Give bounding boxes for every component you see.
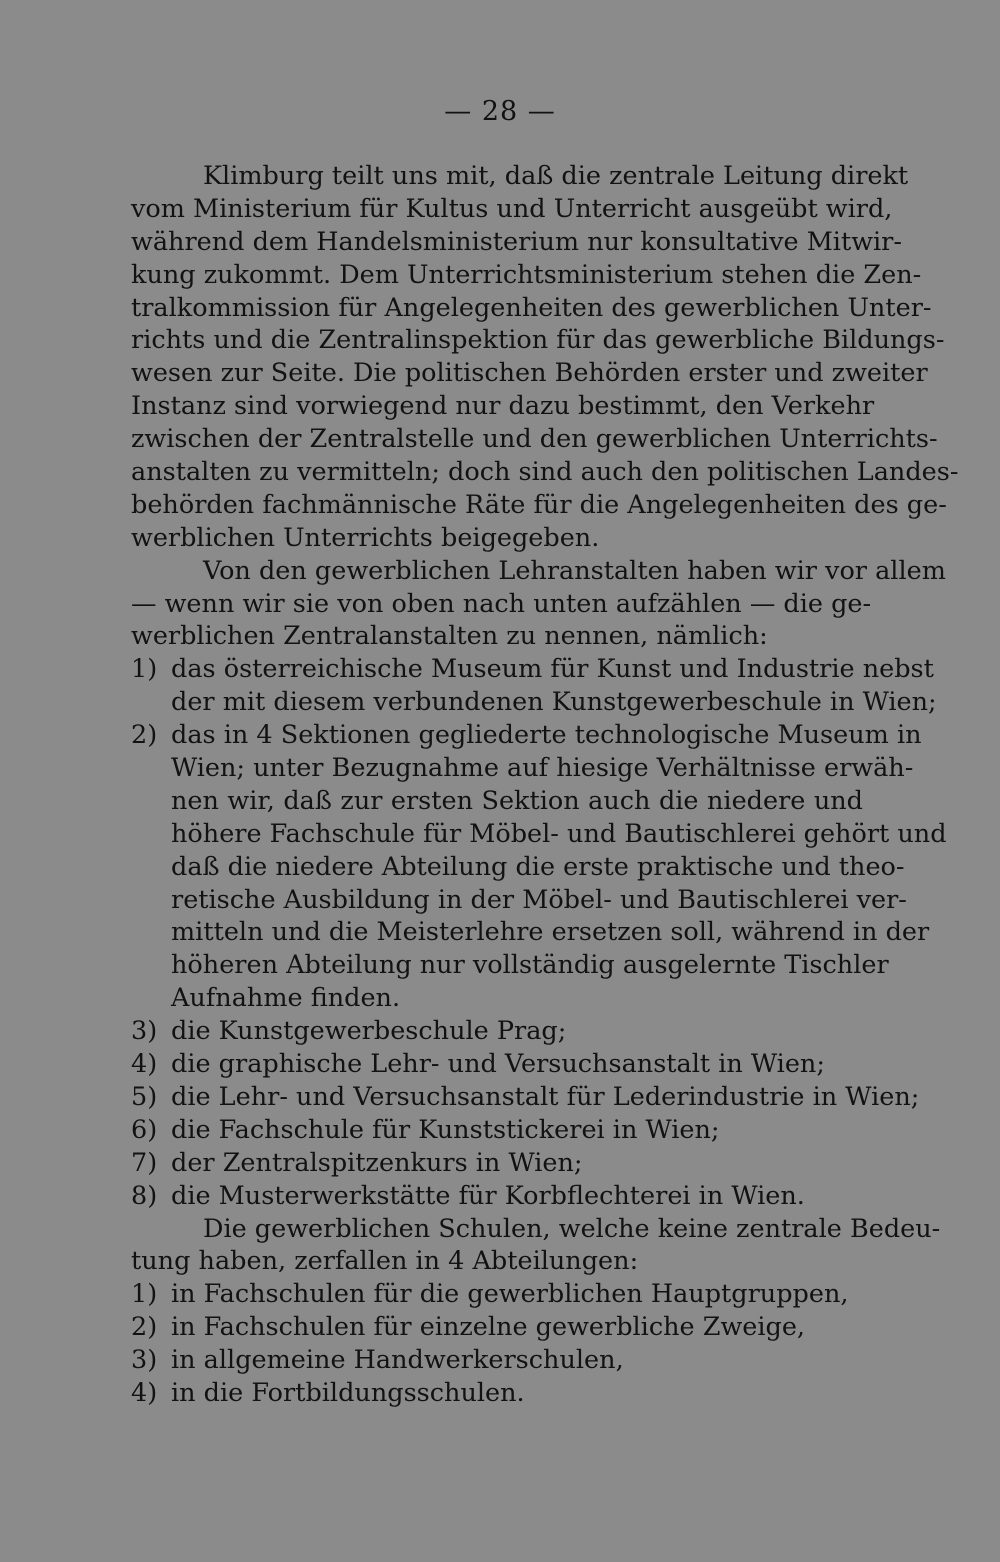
list-number: 3) xyxy=(131,1345,158,1376)
central-institutions-list xyxy=(131,653,947,1212)
list-item xyxy=(131,1114,863,1147)
text-line: anstalten zu vermitteln; doch sind auch den politischen Landes- xyxy=(131,457,959,488)
list-number: 6) xyxy=(131,1114,158,1145)
text-line: werblichen Unterrichts beigegeben. xyxy=(131,522,600,553)
text-line: behörden fachmännische Räte für die Angelegenheiten des ge- xyxy=(131,489,947,520)
text-line: kung zukommt. Dem Unterrichtsministerium stehen die Zen- xyxy=(131,259,922,290)
list-item xyxy=(131,1180,863,1213)
list-text: die Kunstgewerbeschule Prag; xyxy=(171,1016,567,1047)
list-number: 8) xyxy=(131,1180,158,1211)
list-number: 5) xyxy=(131,1081,158,1112)
list-item xyxy=(131,1377,863,1410)
text-line: richts und die Zentralinspektion für das gewerbliche Bildungs- xyxy=(131,325,945,356)
list-text: der Zentralspitzenkurs in Wien; xyxy=(171,1147,583,1178)
list-text-continued: mitteln und die Meisterlehre ersetzen soll, während in der xyxy=(171,917,930,948)
list-number: 7) xyxy=(131,1147,158,1178)
list-text-continued: höhere Fachschule für Möbel- und Bautischlerei gehört und xyxy=(171,818,947,849)
list-item xyxy=(131,1015,863,1048)
text-line: tung haben, zerfallen in 4 Abteilungen: xyxy=(131,1246,639,1277)
list-number: 2) xyxy=(131,720,158,751)
paragraph xyxy=(131,555,946,654)
text-line: wesen zur Seite. Die politischen Behörden erster und zweiter xyxy=(131,358,928,389)
school-categories-list xyxy=(131,1278,863,1410)
text-line: Klimburg teilt uns mit, daß die zentrale Leitung direkt xyxy=(203,161,909,191)
list-number: 1) xyxy=(131,1279,158,1310)
list-item xyxy=(131,1147,863,1180)
list-text-continued: nen wir, daß zur ersten Sektion auch die niedere und xyxy=(171,785,863,816)
list-text: die Fachschule für Kunststickerei in Wien; xyxy=(171,1114,720,1145)
list-text: in Fachschulen für einzelne gewerbliche Zweige, xyxy=(171,1312,806,1343)
list-item xyxy=(131,1344,863,1377)
text-line: — wenn wir sie von oben nach unten aufzählen — die ge- xyxy=(131,588,872,619)
list-number: 1) xyxy=(131,654,158,685)
list-text: das in 4 Sektionen gegliederte technologische Museum in xyxy=(171,720,922,751)
text-line: zwischen der Zentralstelle und den gewerblichen Unterrichts- xyxy=(131,424,938,455)
text-line: während dem Handelsministerium nur konsultative Mitwir- xyxy=(131,226,902,257)
list-item xyxy=(131,653,934,686)
list-item xyxy=(131,1048,863,1081)
text-line: tralkommission für Angelegenheiten des gewerblichen Unter- xyxy=(131,292,932,323)
list-text: das österreichische Museum für Kunst und Industrie nebst xyxy=(171,654,934,685)
list-text: in allgemeine Handwerkerschulen, xyxy=(171,1345,624,1376)
paragraph xyxy=(131,1213,941,1279)
list-text-continued: der mit diesem verbundenen Kunstgewerbeschule in Wien; xyxy=(171,687,937,718)
list-text: in Fachschulen für die gewerblichen Hauptgruppen, xyxy=(171,1279,849,1310)
text-line: vom Ministerium für Kultus und Unterricht ausgeübt wird, xyxy=(131,193,893,224)
list-text: in die Fortbildungsschulen. xyxy=(171,1377,525,1408)
list-item xyxy=(131,1311,863,1344)
list-text: die Musterwerkstätte für Korbflechterei in Wien. xyxy=(171,1180,805,1211)
paragraph xyxy=(131,160,959,555)
list-number: 2) xyxy=(131,1312,158,1343)
list-text: die Lehr- und Versuchsanstalt für Lederindustrie in Wien; xyxy=(171,1081,920,1112)
list-number: 3) xyxy=(131,1016,158,1047)
text-line: Die gewerblichen Schulen, welche keine zentrale Bedeu- xyxy=(203,1213,941,1244)
list-item xyxy=(131,719,922,752)
page-number: — 28 — xyxy=(444,96,556,127)
body-text xyxy=(131,160,959,1410)
list-text: die graphische Lehr- und Versuchsanstalt in Wien; xyxy=(171,1049,825,1080)
list-number: 4) xyxy=(131,1049,158,1080)
list-item xyxy=(131,1278,863,1311)
list-item xyxy=(131,1081,920,1114)
list-text-continued: daß die niedere Abteilung die erste praktische und theo- xyxy=(171,851,905,882)
list-text-continued: retische Ausbildung in der Möbel- und Bautischlerei ver- xyxy=(171,884,907,915)
text-line: Von den gewerblichen Lehranstalten haben wir vor allem xyxy=(203,555,946,586)
list-text-continued: Aufnahme finden. xyxy=(171,983,401,1014)
list-text-continued: höheren Abteilung nur vollständig ausgelernte Tischler xyxy=(171,950,889,981)
list-number: 4) xyxy=(131,1377,158,1408)
text-line: Instanz sind vorwiegend nur dazu bestimmt, den Verkehr xyxy=(131,391,875,422)
text-line: werblichen Zentralanstalten zu nennen, nämlich: xyxy=(131,621,768,652)
list-text-continued: Wien; unter Bezugnahme auf hiesige Verhältnisse erwäh- xyxy=(171,753,914,784)
